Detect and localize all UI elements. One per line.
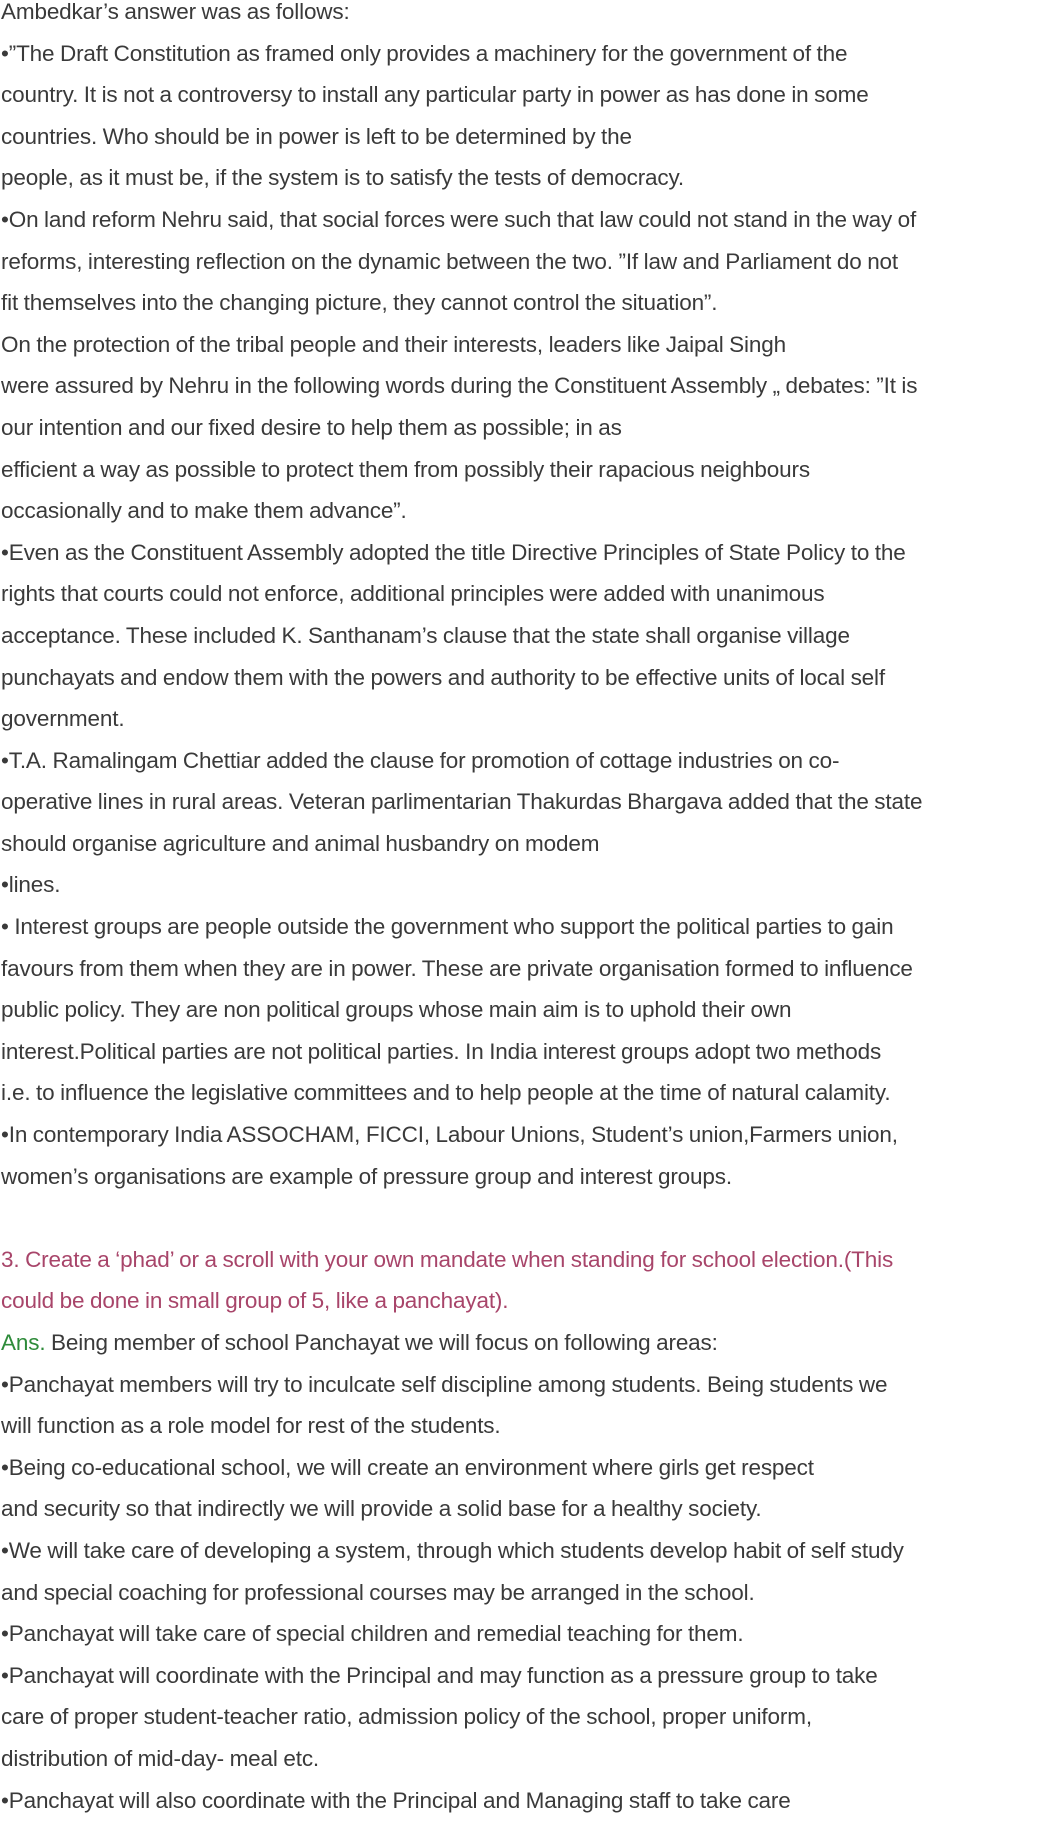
answer-line: and security so that indirectly we will provide a solid base for a healthy society. <box>1 1496 762 1522</box>
answer-line: •Panchayat will also coordinate with the Principal and Managing staff to take care <box>1 1787 791 1813</box>
answer-line: distribution of mid-day- meal etc. <box>1 1745 320 1771</box>
text-line: i.e. to influence the legislative committees and to help people at the time of natural calamity. <box>1 1080 891 1106</box>
question-heading <box>1 1239 1054 1322</box>
answer-line: •Panchayat members will try to inculcate self discipline among students. Being students we <box>1 1371 888 1397</box>
text-line: should organise agriculture and animal husbandry on modem <box>1 830 600 856</box>
text-line: were assured by Nehru in the following words during the Constituent Assembly „ debates: ”It is <box>1 373 918 399</box>
question-line: could be done in small group of 5, like a panchayat). <box>1 1288 509 1314</box>
text-line: countries. Who should be in power is left to be determined by the <box>1 123 632 149</box>
text-line: •”The Draft Constitution as framed only provides a machinery for the government of the <box>1 40 848 66</box>
text-line: On the protection of the tribal people and their interests, leaders like Jaipal Singh <box>1 331 786 357</box>
text-line: •Even as the Constituent Assembly adopted the title Directive Principles of State Policy to the <box>1 539 906 565</box>
text-line: acceptance. These included K. Santhanam’s clause that the state shall organise village <box>1 622 850 648</box>
text-line: government. <box>1 706 125 732</box>
answer-text-block <box>1 0 1054 1197</box>
answer-intro-line <box>1 1322 1054 1364</box>
text-line: Ambedkar’s answer was as follows: <box>1 0 350 24</box>
answer-line: care of proper student-teacher ratio, admission policy of the school, proper uniform, <box>1 1704 812 1730</box>
text-line: •In contemporary India ASSOCHAM, FICCI, Labour Unions, Student’s union,Farmers union, <box>1 1122 898 1148</box>
text-line: reforms, interesting reflection on the dynamic between the two. ”If law and Parliament do not <box>1 248 899 274</box>
answer-intro: Being member of school Panchayat we will focus on following areas: <box>45 1330 718 1355</box>
text-line: country. It is not a controversy to install any particular party in power as has done in some <box>1 82 869 108</box>
text-line: women’s organisations are example of pressure group and interest groups. <box>1 1163 732 1189</box>
text-line: operative lines in rural areas. Veteran parlimentarian Thakurdas Bhargava added that the state <box>1 789 923 815</box>
paragraph-gap <box>1 1197 1054 1239</box>
answer-line: •Panchayat will coordinate with the Principal and may function as a pressure group to take <box>1 1662 878 1688</box>
text-line: people, as it must be, if the system is to satisfy the tests of democracy. <box>1 165 685 191</box>
text-line: interest.Political parties are not political parties. In India interest groups adopt two methods <box>1 1038 882 1064</box>
text-line: •lines. <box>1 872 61 898</box>
text-line: •On land reform Nehru said, that social forces were such that law could not stand in the way of <box>1 206 917 232</box>
text-line: • Interest groups are people outside the government who support the political parties to gain <box>1 914 894 940</box>
answer-line: will function as a role model for rest of the students. <box>1 1413 501 1439</box>
text-line: punchayats and endow them with the powers and authority to be effective units of local self <box>1 664 885 690</box>
answer-label: Ans. <box>1 1330 46 1355</box>
answer-line: •Panchayat will take care of special children and remedial teaching for them. <box>1 1621 744 1647</box>
question-line: 3. Create a ‘phad’ or a scroll with your own mandate when standing for school election.(This <box>1 1246 894 1272</box>
text-line: public policy. They are non political groups whose main aim is to uphold their own <box>1 997 792 1023</box>
answer-line: •Being co-educational school, we will create an environment where girls get respect <box>1 1454 814 1480</box>
text-line: favours from them when they are in power. These are private organisation formed to influence <box>1 955 913 981</box>
text-line: our intention and our fixed desire to help them as possible; in as <box>1 414 622 440</box>
text-line: fit themselves into the changing picture, they cannot control the situation”. <box>1 290 718 316</box>
text-line: efficient a way as possible to protect them from possibly their rapacious neighbours <box>1 456 810 482</box>
text-line: occasionally and to make them advance”. <box>1 498 407 524</box>
text-line: rights that courts could not enforce, additional principles were added with unanimous <box>1 581 825 607</box>
text-line: •T.A. Ramalingam Chettiar added the clause for promotion of cottage industries on co- <box>1 747 840 773</box>
answer-line: •We will take care of developing a system, through which students develop habit of self study <box>1 1537 904 1563</box>
answer-line: and special coaching for professional courses may be arranged in the school. <box>1 1579 755 1605</box>
answer-block <box>1 1322 1054 1821</box>
